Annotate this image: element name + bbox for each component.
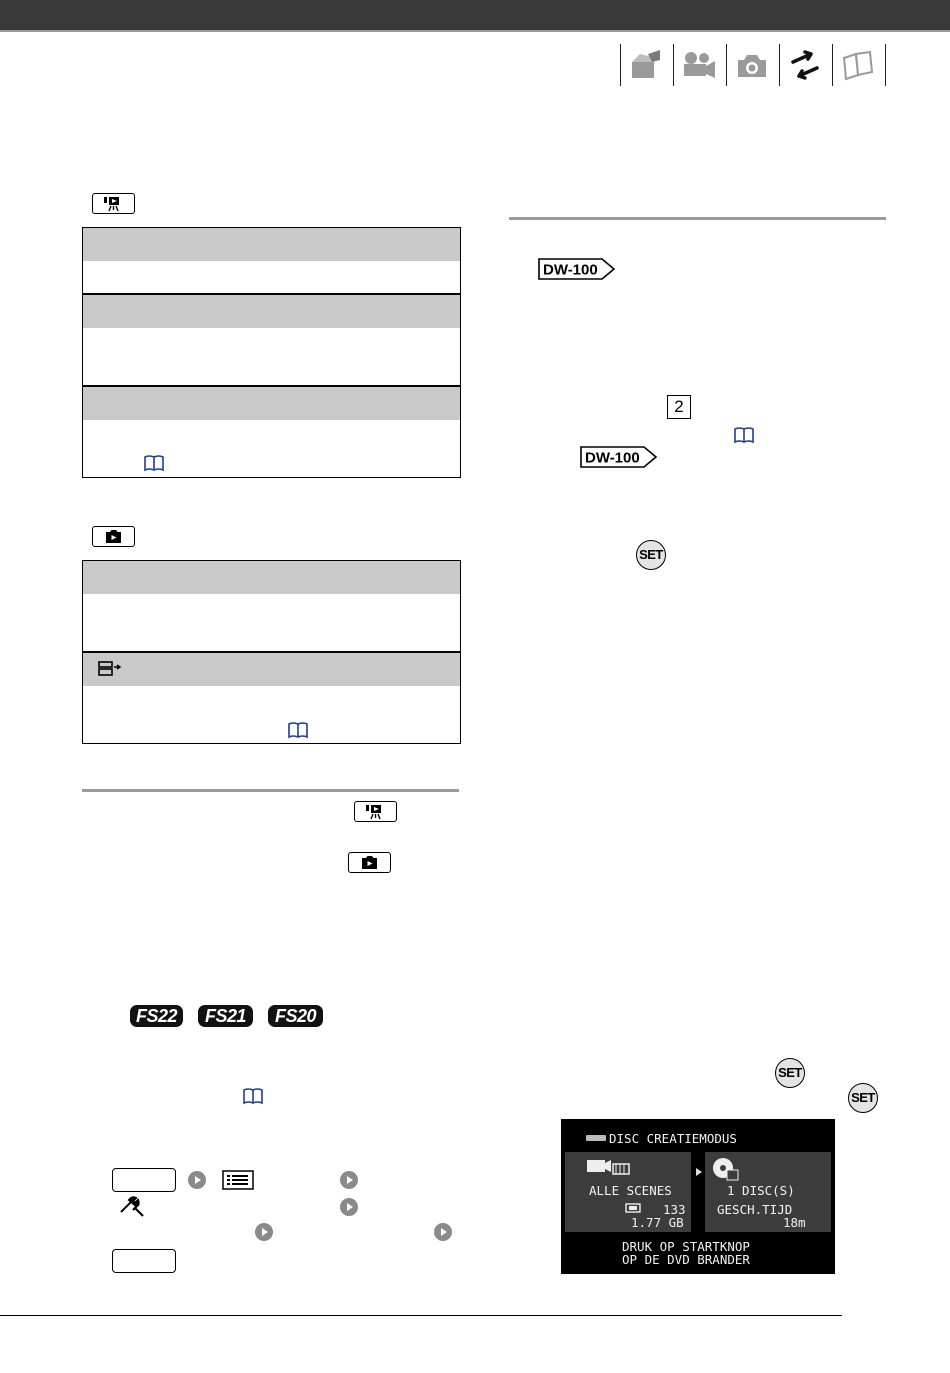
lcd-title: DISC CREATIEMODUS [609,1131,737,1146]
lcd-remaining-time: 18m [783,1215,806,1230]
photo-playback-mode-icon [92,526,135,547]
lcd-remaining-time-label: GESCH.TIJD [717,1202,793,1217]
movie-playback-mode-icon [354,801,397,822]
nav-divider [885,44,886,86]
lcd-instruction-line2: OP DE DVD BRANDER [622,1252,750,1267]
step-number-box: 2 [667,395,691,419]
lcd-arrow-icon [695,1167,703,1177]
movie-settings-table [82,227,461,478]
book-reference-icon[interactable] [143,454,165,472]
next-step-arrow-icon [434,1223,452,1241]
notes-divider [82,789,459,792]
header-divider [0,30,950,32]
next-step-arrow-icon [340,1198,358,1216]
set-button-icon: SET [848,1083,878,1113]
model-badge-fs20: FS20 [268,1005,323,1027]
lcd-instruction-line1: DRUK OP STARTKNOP [622,1239,750,1254]
set-button-icon: SET [636,540,666,570]
nav-divider [726,44,727,86]
nav-divider [779,44,780,86]
disc-icon [711,1156,741,1182]
lcd-scene-count: 133 [663,1202,686,1217]
lcd-disc-creation-screen [561,1119,835,1274]
dw100-label: DW-100 [543,261,598,279]
func-button[interactable] [112,1168,176,1192]
table-header-row [83,295,460,328]
table-header-row [83,387,460,420]
menu-list-icon [222,1170,254,1190]
book-reference-icon[interactable] [242,1087,264,1105]
movie-camera-icon [679,48,719,82]
camcorder-box-icon [626,48,666,82]
next-step-arrow-icon [255,1223,273,1241]
book-reference-icon[interactable] [287,721,309,739]
photo-playback-mode-icon [348,852,391,873]
lcd-data-size: 1.77 GB [631,1215,684,1230]
set-button-icon: SET [775,1058,805,1088]
lcd-disc-count: 1 DISC(S) [727,1183,795,1198]
wrench-menu-icon [117,1194,147,1218]
book-reference-icon[interactable] [733,426,755,444]
transfer-arrows-icon [785,48,825,82]
section-nav-icons [620,44,886,86]
header-bar [0,0,950,30]
nav-divider [673,44,674,86]
photo-camera-icon [732,48,772,82]
model-badge-fs21: FS21 [198,1005,253,1027]
nav-divider [832,44,833,86]
photo-settings-table [82,560,461,744]
dw100-label: DW-100 [585,449,640,467]
next-step-arrow-icon [188,1171,206,1189]
footer-divider [0,1315,842,1316]
table-header-row [83,228,460,261]
next-step-arrow-icon [340,1171,358,1189]
dw100-model-tag [580,446,658,468]
book-icon [838,48,878,82]
scene-count-icon [625,1203,641,1213]
print-transfer-icon [97,660,123,678]
movie-playback-mode-icon [92,193,135,214]
dw100-model-tag [538,258,616,280]
model-badge-fs22: FS22 [130,1005,183,1027]
table-header-row [83,653,460,686]
movie-camera-icon [585,1156,633,1180]
func-button[interactable] [112,1249,176,1273]
section-divider [509,217,886,220]
nav-divider [620,44,621,86]
table-header-row [83,561,460,594]
dvd-writer-icon [585,1133,607,1143]
lcd-all-scenes: ALLE SCENES [589,1183,672,1198]
